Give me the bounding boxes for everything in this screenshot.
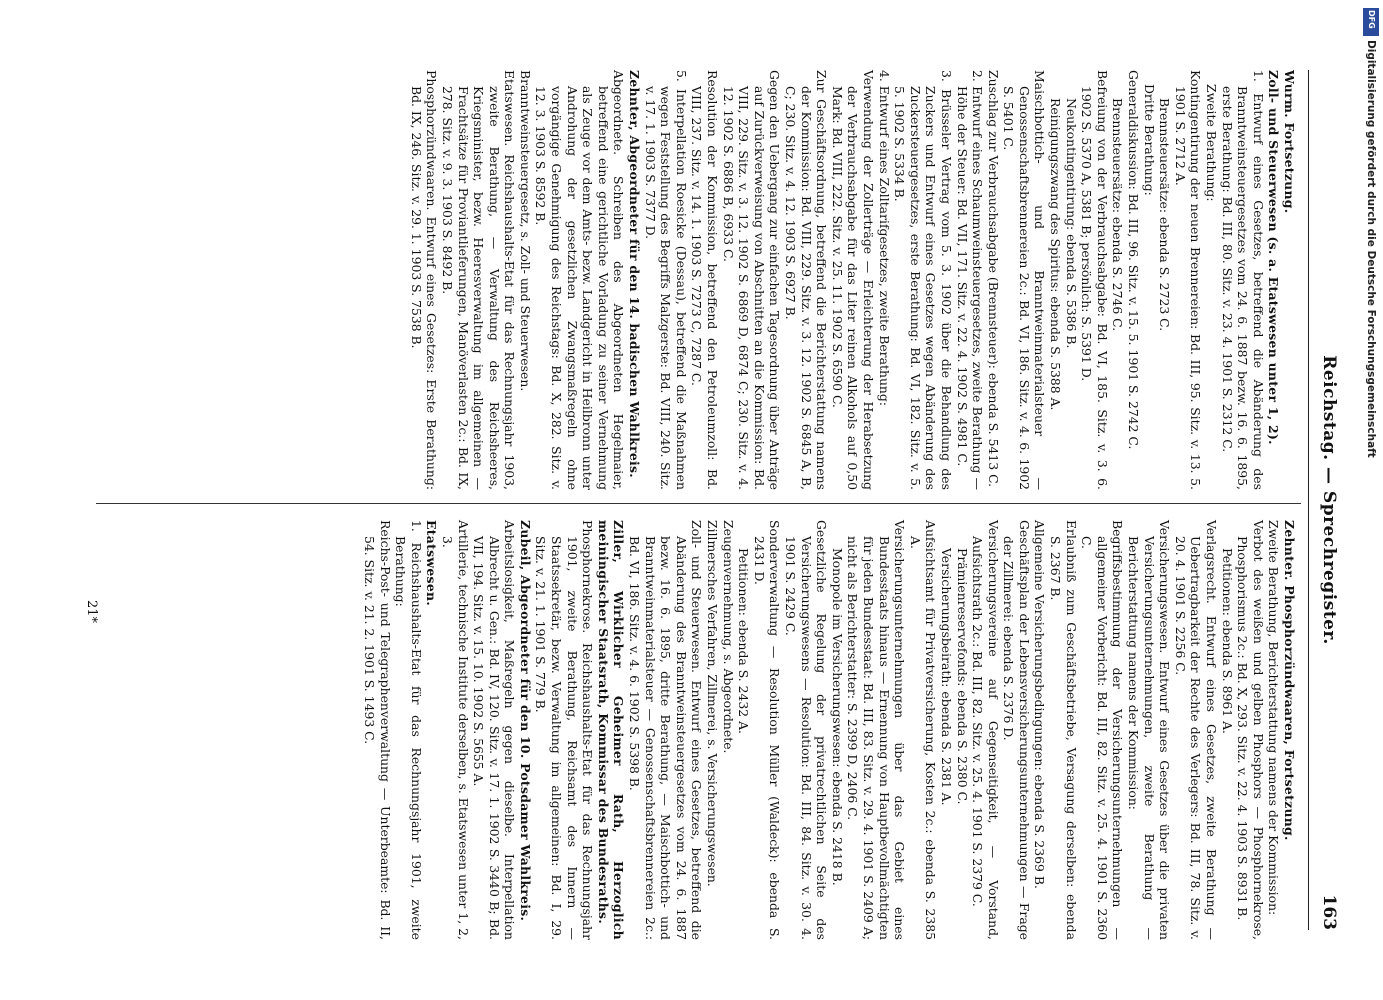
right-column-entry: Verbot des weißen und gelben Phosphors — Phosphornekrose, Phosphorismus 2c.: Bd. X, 293. Sitz. v. 22. 4. 1903 S. 8931 B.: [1235, 520, 1266, 940]
right-column-entry: Artillerie, technische Institute derselben, s. Etatswesen unter 1, 2, 3.: [439, 520, 471, 940]
left-column-entry: Befreiung von der Verbrauchsabgabe: Bd. VI, 185. Sitz. v. 3. 6. 1902 S. 5370 A, 5381 B; persönlich: S. 5391 D.: [1079, 70, 1110, 490]
left-column-entry: Wurm. Fortsetzung.: [1282, 70, 1297, 214]
left-column-entry: Etatswesen. Reichshaushalts-Etat für das Rechnungsjahr 1903, zweite Berathung, — Verwaltung des Reichsheeres, Kriegsminister, bezw. Heeresverwaltung im allgemeinen — Frachtsätze für Proviantlieferungen, Manöverlasten 2c.: Bd. IX, 278. Sitz. v. 9. 3. 1903 S. 8492 B.: [439, 70, 518, 490]
left-column-entry: Maischbottich- und Branntweinmaterialsteuer — Genossenschaftsbrennereien 2c.: Bd. VI, 186. Sitz. v. 4. 6. 1902 S. 5401 C.: [1001, 70, 1048, 490]
column-divider: [96, 503, 1301, 504]
right-column-entry: Verlagsrecht. Entwurf eines Gesetzes, zweite Berathung — Uebertragbarkeit der Rechte des Verlegers: Bd. III, 78. Sitz. v. 20. 4. 1901 S. 2256 C.: [1172, 520, 1220, 940]
right-column-entry: Petitionen: ebenda S. 2432 A.: [736, 548, 752, 734]
left-column-entry: Gegen den Uebergang zur einfachen Tagesordnung über Anträge auf Zurückverweisung von Abschnitten an die Kommission: Bd. VIII, 229. Sitz. v. 3. 12. 1902 S. 6869 D, 6874 C; 230. Sitz. v. 4. 12. 1902 S. 6886 B, 6933 C.: [720, 70, 783, 490]
right-column-entry: Allgemeine Versicherungsbedingungen: ebenda S. 2369 B.: [1032, 520, 1048, 889]
right-column-entry: Prämienreservefonds: ebenda S. 2380 C.: [954, 548, 970, 805]
left-column-entry: Zweite Berathung:: [1204, 84, 1220, 202]
right-column-entry: Reichs-Post- und Telegraphenverwaltung — Unterbeamte: Bd. II, 54. Sitz. v. 21. 2. 1901 S. 1493 C.: [361, 520, 393, 940]
left-column-entry: Abgeordnete. Schreiben des Abgeordneten Hegelmaier, betreffend eine gerichtliche Vorladung zu seiner Vernehmung als Zeuge vor dem Amts- bezw. Landgericht in Heilbronn unter Androhung der gesetzlichen Zwangsmaßregeln ohne vorgängige Genehmigung des Reichstags: Bd. X, 282. Sitz. v. 12. 3. 1903 S. 8592 B.: [533, 70, 627, 490]
running-header: [1313, 70, 1339, 930]
right-column-entry: Zehnter. Phosphorzündwaaren, Fortsetzung.: [1282, 520, 1297, 841]
header-rule: [1308, 70, 1309, 930]
right-column-entry: Petitionen: ebenda S. 8961 A.: [1219, 548, 1235, 734]
left-column-entry: 4. Entwurf eines Zolltarifgesetzes, zweite Berathung:: [876, 70, 892, 407]
left-column-entry: Dritte Berathung:: [1141, 84, 1157, 196]
left-column-entry: Verwendung der Zollerträge — Erleichterung der Herabsetzung der Verbrauchsabgabe für das Liter reinen Alkohols auf 0,50 Mark: Bd. VIII, 222. Sitz. v. 25. 11. 1902 S. 6590 C.: [829, 70, 876, 490]
right-column-entry: Gesetzliche Regelung der privatrechtlichen Seite des Versicherungswesens — Resolution: Bd. III, 84. Sitz. v. 30. 4. 1901 S. 2429 C.: [783, 520, 830, 940]
left-column-entry: 1. Entwurf eines Gesetzes, betreffend die Abänderung des Branntweinsteuergesetzes vom 24. 6. 1887 bezw. 16. 6. 1895, erste Berathung: Bd. III, 80. Sitz. v. 23. 4. 1901 S. 2312 C.: [1219, 70, 1266, 490]
left-column-entry: Resolution der Kommission, betreffend den Petroleumzoll: Bd. VIII, 237. Sitz. v. 14. 1. 1903 S. 7273 C, 7287 C.: [689, 70, 721, 490]
left-column-entry: 5. Interpellation Roesicke (Dessau), betreffend die Maßnahmen wegen Feststellung des Begriffs Malzgerste: Bd. VIII, 240. Sitz. v. 17. 1. 1903 S. 7377 D.: [642, 70, 689, 490]
right-column-entry: Begriffsbestimmung der Versicherungsunternehmungen — allgemeiner Vorbericht: Bd. III, 82. Sitz. v. 25. 4. 1901 S. 2360 C.: [1079, 520, 1126, 940]
left-column-entry: Brennsteuersätze: ebenda S. 2723 C.: [1157, 98, 1173, 332]
left-column: [408, 70, 1297, 490]
right-column: [361, 520, 1297, 940]
left-column-entry: Generaldiskussion: Bd. III, 96. Sitz. v. 15. 5. 1901 S. 2742 C.: [1126, 70, 1142, 450]
credit-text: Digitalisierung gefördert durch die Deutsche Forschungsgemeinschaft: [1365, 40, 1377, 458]
left-column-entry: Branntweinsteuergesetz, s. Zoll- und Steuerwesen.: [517, 70, 533, 392]
left-column-entry: Reinigungszwang des Spiritus: ebenda S. 5388 A.: [1048, 98, 1064, 411]
right-column-entry: 1. Reichshaushalts-Etat für das Rechnungsjahr 1901, zweite Berathung:: [393, 520, 424, 940]
right-column-entry: Ziller, Wirklicher Geheimer Rath, Herzoglich meiningischer Staatsrath, Kommissar des Bundesraths.: [595, 520, 627, 940]
right-column-entry: Aufsichtsamt für Privatversicherung, Kosten 2c.: ebenda S. 2385 A.: [907, 520, 939, 940]
right-column-entry: Zillmersches Verfahren, Zillmerei, s. Versicherungswesen.: [705, 520, 721, 887]
right-column-entry: Versicherungsvereine auf Gegenseitigkeit, — Vorstand, Aufsichtsrath 2c.: Bd. III, 82. Sitz. v. 25. 4. 1901 S. 2379 C.: [970, 520, 1001, 940]
dfg-logo-icon: [1363, 8, 1379, 36]
right-column-entry: Sonderverwaltung — Resolution Müller (Waldeck): ebenda S. 2431 D.: [751, 520, 783, 940]
left-column-entry: 3. Brüsseler Vertrag vom 5. 3. 1902 über die Behandlung des Zuckers und Entwurf eines Gesetzes wegen Abänderung des Zuckersteuergesetzes, erste Berathung: Bd. VI, 182. Sitz. v. 5. 5. 1902 S. 5334 B.: [892, 70, 954, 490]
right-column-entry: Erlaubniß zum Geschäftsbetriebe, Versagung derselben: ebenda S. 2367 B.: [1048, 520, 1079, 940]
right-column-entry: Arbeitslosigkeit, Maßregeln gegen dieselbe. Interpellation Albrecht u. Gen.: Bd. IV, 120. Sitz. v. 17. 1. 1902 S. 3440 B; Bd. VII, 194. Sitz. v. 15. 10. 1902 S. 5655 A.: [471, 520, 518, 940]
right-column-entry: Zubeil, Abgeordneter für den 10. Potsdamer Wahlkreis.: [517, 520, 533, 922]
right-column-entry: Etatswesen.: [424, 520, 440, 606]
right-column-entry: Versicherungsunternehmungen über das Gebiet eines Bundesstaats hinaus — Ernennung von Hauptbevollmächtigten für jeden Bundesstaat: Bd. III, 83. Sitz. v. 29. 4. 1901 S. 2409 A; nicht als Berichterstatter: S. 2399 D, 2406 C.: [845, 520, 908, 940]
right-column-entry: Monopole im Versicherungswesen: ebenda S. 2418 B.: [829, 548, 845, 886]
right-column-entry: Zweite Berathung, Berichterstattung namens der Kommission:: [1266, 520, 1282, 916]
right-column-entry: Versicherungswesen. Entwurf eines Gesetzes über die privaten Versicherungsunternehmungen, zweite Berathung — Berichterstattung namens der Kommission:: [1126, 520, 1173, 940]
left-column-entry: Neukontingentirung: ebenda S. 5386 B.: [1063, 98, 1079, 349]
left-column-entry: Zuschlag zur Verbrauchsabgabe (Brennsteuer): ebenda S. 5413 C.: [985, 70, 1001, 488]
page-number: 163: [1319, 894, 1339, 930]
left-column-entry: 2. Entwurf eines Schaumweinsteuergesetzes, zweite Berathung — Höhe der Steuer: Bd. VII, 171. Sitz. v. 22. 4. 1902 S. 4981 C.: [954, 70, 986, 490]
left-column-entry: Phosphorzündwaaren. Entwurf eines Gesetzes: Erste Berathung: Bd. IX, 246. Sitz. v. 29. 1. 1903 S. 7538 B.: [408, 70, 440, 490]
left-column-entry: Zur Geschäftsordnung, betreffend die Berichterstattung namens der Kommission: Bd. VIII, 229. Sitz. v. 3. 12. 1902 S. 6845 A, B, C; 230. Sitz. v. 4. 12. 1903 S. 6927 B.: [783, 70, 830, 490]
running-title: Reichstag. — Sprechregister.: [1319, 355, 1339, 645]
right-column-entry: Versicherungsbeirath: ebenda S. 2381 A.: [938, 548, 954, 806]
dfg-logo-text: DFG: [1367, 10, 1376, 29]
right-column-entry: Zeugenvernehmung, s. Abgeordnete.: [720, 520, 736, 754]
left-column-entry: Brennsteuersätze: ebenda S. 2746 C.: [1110, 98, 1126, 332]
left-column-entry: Zoll- und Steuerwesen (s. a. Etatswesen unter 1, 2).: [1266, 70, 1282, 445]
right-column-entry: Zoll- und Steuerwesen. Entwurf eines Gesetzes, betreffend die Abänderung des Branntweinsteuergesetzes vom 24. 6. 1887 bezw. 16. 6. 1895, dritte Berathung, — Maischbottich- und Branntweinmaterialsteuer — Genossenschaftsbrennereien 2c.: Bd. VI, 186. Sitz. v. 4. 6. 1902 S. 5398 B.: [627, 520, 705, 940]
digitization-credit: [1361, 40, 1381, 1000]
left-column-entry: Zehnter, Abgeordneter für den 14. badischen Wahlkreis.: [627, 70, 643, 478]
right-column-entry: Geschäftsplan der Lebensversicherungsunternehmungen — Frage der Zillmerei: ebenda S. 2376 D.: [1001, 520, 1032, 940]
right-column-entry: Phosphornekrose. Reichshaushalts-Etat für das Rechnungsjahr 1901, zweite Berathung, Reichsamt des Innern — Staatssekretär, bezw. Verwaltung im allgemeinen: Bd. I, 29. Sitz. v. 21. 1. 1901 S. 779 B.: [533, 520, 596, 940]
signature-mark: 21*: [84, 600, 99, 624]
left-column-entry: Kontingentirung der neuen Brennereien: Bd. III, 95. Sitz. v. 13. 5. 1901 S. 2712 A.: [1172, 70, 1204, 490]
